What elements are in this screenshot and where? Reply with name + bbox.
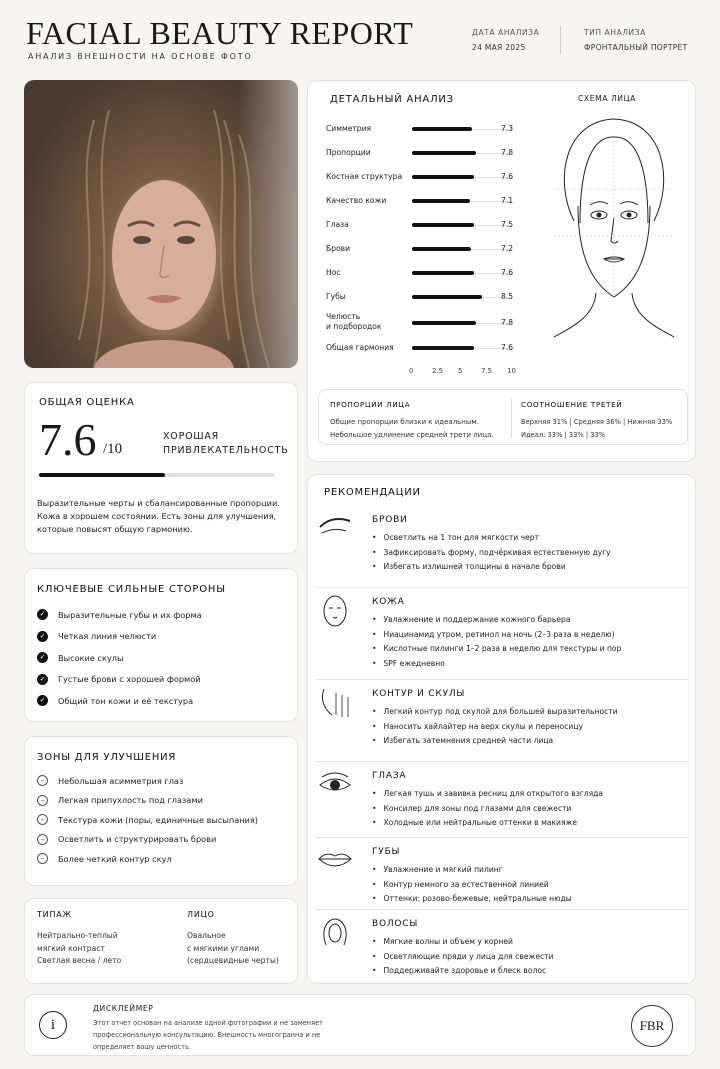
recommendation-heading: КОЖА xyxy=(372,597,405,607)
proportions-box xyxy=(318,389,688,445)
recommendation-item: • Консилер для зоны под глазами для свежести xyxy=(372,804,572,813)
recommendations-title: РЕКОМЕНДАЦИИ xyxy=(324,487,421,498)
improvement-text: Более четкий контур скул xyxy=(58,853,172,864)
improvement-item xyxy=(37,834,216,845)
strengths-title: КЛЮЧЕВЫЕ СИЛЬНЫЕ СТОРОНЫ xyxy=(37,584,226,595)
thirds-title: СООТНОШЕНИЕ ТРЕТЕЙ xyxy=(521,400,623,409)
metric-label-line: Губы xyxy=(326,292,346,301)
recommendation-item: • Избегать излишней толщины в начале брови xyxy=(372,562,566,571)
type-label: ТИП АНАЛИЗА xyxy=(584,28,646,37)
thirds-line: Идеал: 33% | 33% | 33% xyxy=(521,431,606,439)
metric-value: 8.5 xyxy=(501,292,514,301)
recommendation-item: • Осветляющие пряди у лица для свежести xyxy=(372,952,554,961)
metric-bar xyxy=(412,321,476,325)
recommendation-heading: ГЛАЗА xyxy=(372,771,407,781)
metric-label-line: Глаза xyxy=(326,220,349,229)
type-value: ФРОНТАЛЬНЫЙ ПОРТРЕТ xyxy=(584,43,688,52)
metric-label xyxy=(326,343,406,353)
metric-label xyxy=(326,196,406,206)
proportions-line: Общие пропорции близки к идеальным. xyxy=(330,418,479,426)
check-icon: ✓ xyxy=(37,652,48,663)
recommendation-heading: КОНТУР И СКУЛЫ xyxy=(372,689,466,699)
typage-card xyxy=(24,898,298,984)
strength-text: Четкая линия челюсти xyxy=(58,631,157,641)
recommendation-heading: ВОЛОСЫ xyxy=(372,919,419,929)
recommendation-separator xyxy=(316,679,688,680)
typage-line: Светлая весна / лето xyxy=(37,956,122,965)
metric-label-line: Симметрия xyxy=(326,124,372,133)
metric-tick-label: 10 xyxy=(507,367,516,375)
metric-value: 7.1 xyxy=(501,196,514,205)
metric-value: 7.6 xyxy=(501,343,514,352)
metric-value: 7.6 xyxy=(501,268,514,277)
face-scheme-drawing xyxy=(534,111,694,341)
metric-bar xyxy=(412,223,474,227)
recommendation-item: • Кислотные пилинги 1–2 раза в неделю для текстуры и пор xyxy=(372,644,621,653)
typage-line: мягкий контраст xyxy=(37,943,105,953)
metric-label-line: и подбородок xyxy=(326,322,382,331)
recommendation-item: • Избегать затемнения средней части лица xyxy=(372,736,553,745)
recommendation-separator xyxy=(316,761,688,762)
recommendation-item: • Поддерживайте здоровье и блеск волос xyxy=(372,966,546,975)
metric-bar xyxy=(412,127,472,131)
face-scheme-title: СХЕМА ЛИЦА xyxy=(578,94,636,103)
recommendation-item: • Контур немного за естественной линией xyxy=(372,880,549,889)
recommendation-item: • Наносить хайлайтер на верх скулы и переносицу xyxy=(372,722,583,731)
recommendation-heading: ГУБЫ xyxy=(372,847,401,857)
overall-score-card xyxy=(24,382,298,554)
minus-icon: – xyxy=(37,853,48,864)
overall-score-bar xyxy=(39,473,275,477)
improvement-item xyxy=(37,853,172,864)
fbr-logo: FBR xyxy=(631,1005,673,1047)
metric-bar xyxy=(412,199,470,203)
contour-icon xyxy=(316,685,356,723)
overall-score-title: ОБЩАЯ ОЦЕНКА xyxy=(39,397,135,408)
analysis-card xyxy=(307,80,696,462)
strength-item xyxy=(37,695,193,706)
report-title: FACIAL BEAUTY REPORT xyxy=(26,15,414,51)
metric-label-line: Костная структура xyxy=(326,172,403,181)
metric-label xyxy=(326,148,406,158)
recommendation-item: • Увлажнение и поддержание кожного барьера xyxy=(372,615,571,624)
face-title: ЛИЦО xyxy=(187,910,215,919)
metric-label-line: Пропорции xyxy=(326,148,371,157)
metric-value: 7.5 xyxy=(501,220,514,229)
metric-label-line: Брови xyxy=(326,244,351,253)
recommendation-item: • Легкая тушь и завивка ресниц для открытого взгляда xyxy=(372,789,603,798)
metric-label-line: Качество кожи xyxy=(326,196,387,205)
metric-label xyxy=(326,312,406,332)
metric-label-line: Нос xyxy=(326,268,341,277)
face-line: Овальное xyxy=(187,931,226,940)
thirds-line: Верхняя 31% | Средняя 36% | Нижняя 33% xyxy=(521,418,673,426)
metric-tick-label: 0 xyxy=(409,367,414,375)
check-icon: ✓ xyxy=(37,631,48,642)
improvement-text: Легкая припухлость под глазами xyxy=(58,795,203,806)
metric-value: 7.6 xyxy=(501,172,514,181)
check-icon: ✓ xyxy=(37,674,48,685)
metric-value: 7.2 xyxy=(501,244,514,253)
typage-title: ТИПАЖ xyxy=(37,910,72,919)
proportions-title: ПРОПОРЦИИ ЛИЦА xyxy=(330,400,411,409)
check-icon: ✓ xyxy=(37,695,48,706)
overall-score-description: Выразительные черты и сбалансированные пропорции. Кожа в хорошем состоянии. Есть зоны для улучшения, которые повысят общую гармонию. xyxy=(37,498,280,534)
recommendation-item: • Холодные или нейтральные оттенки в макияже xyxy=(372,818,577,827)
metric-bar xyxy=(412,247,471,251)
recommendation-separator xyxy=(316,909,688,910)
eye-icon xyxy=(316,767,356,805)
typage-lines xyxy=(37,930,121,968)
metric-value: 7.3 xyxy=(501,124,514,133)
face-line: с мягкими углами xyxy=(187,943,260,953)
strength-text: Высокие скулы xyxy=(58,652,124,663)
metric-bar xyxy=(412,151,476,155)
minus-icon: – xyxy=(37,814,48,825)
metric-label xyxy=(326,172,406,182)
brow-icon xyxy=(316,511,356,549)
metric-bar xyxy=(412,295,482,299)
face-lines xyxy=(187,930,279,968)
recommendation-heading: БРОВИ xyxy=(372,515,408,525)
strength-item xyxy=(37,652,124,663)
metric-bar xyxy=(412,175,474,179)
score-label-line2: ПРИВЛЕКАТЕЛЬНОСТЬ xyxy=(163,445,289,456)
disclaimer-text: Этот отчет основан на анализе одной фотографии и не заменяет профессиональную консультацию. Внешность многогранна и не определяет вашу ценность. xyxy=(93,1019,323,1051)
improvement-item xyxy=(37,814,258,825)
recommendation-separator xyxy=(316,837,688,838)
metric-label xyxy=(326,292,406,302)
recommendation-item: • Увлажнение и мягкий пилинг xyxy=(372,865,503,874)
recommendation-item: • SPF ежедневно xyxy=(372,659,445,668)
metric-tick-label: 2.5 xyxy=(432,367,444,375)
improvement-text: Небольшая асимметрия глаз xyxy=(58,775,184,786)
lips-icon xyxy=(316,843,356,881)
metric-label xyxy=(326,268,406,278)
metric-label-line: Общая гармония xyxy=(326,343,394,352)
info-icon: i xyxy=(39,1011,67,1039)
strength-item xyxy=(37,609,202,620)
metric-label xyxy=(326,124,406,134)
thirds-text xyxy=(521,416,672,442)
strength-text: Общий тон кожи и её текстура xyxy=(58,695,194,706)
overall-score-denominator: /10 xyxy=(103,441,123,457)
proportions-line: Небольшое удлинение средней трети лица. xyxy=(330,431,494,439)
typage-line: Нейтрально-теплый xyxy=(37,931,118,940)
strength-text: Выразительные губы и их форма xyxy=(58,609,202,620)
overall-score-label xyxy=(163,430,289,458)
improvement-item xyxy=(37,775,183,786)
overall-score-value: 7.6 xyxy=(39,414,97,465)
metric-bar xyxy=(412,271,474,275)
metric-label-line: Челюсть xyxy=(326,312,361,321)
header-divider xyxy=(560,26,561,54)
metric-tick-label: 5 xyxy=(458,367,463,375)
recommendation-item: • Мягкие волны и объем у корней xyxy=(372,937,513,946)
check-icon: ✓ xyxy=(37,609,48,620)
strength-text: Густые брови с хорошей формой xyxy=(58,674,201,684)
analysis-title: ДЕТАЛЬНЫЙ АНАЛИЗ xyxy=(330,94,454,105)
strength-item xyxy=(37,674,201,685)
score-label-line1: ХОРОШАЯ xyxy=(163,431,220,442)
overall-score-fill xyxy=(39,473,165,477)
strengths-card xyxy=(24,568,298,722)
recommendation-item: • Осветлить на 1 тон для мягкости черт xyxy=(372,533,539,542)
recommendation-item: • Оттенки: розово-бежевые, нейтральные нюды xyxy=(372,894,572,903)
minus-icon: – xyxy=(37,795,48,806)
metric-bar xyxy=(412,346,474,350)
improvement-text: Текстура кожи (поры, единичные высыпания) xyxy=(58,814,259,825)
improvement-item xyxy=(37,795,203,806)
minus-icon: – xyxy=(37,834,48,845)
metric-value: 7.8 xyxy=(501,148,514,157)
improvements-title: ЗОНЫ ДЛЯ УЛУЧШЕНИЯ xyxy=(37,752,177,763)
strength-item xyxy=(37,631,156,642)
metric-label xyxy=(326,220,406,230)
hair-icon xyxy=(316,915,356,953)
proportions-text xyxy=(330,416,494,442)
improvements-card xyxy=(24,736,298,886)
recommendation-item: • Легкий контур под скулой для большей выразительности xyxy=(372,707,618,716)
metric-label xyxy=(326,244,406,254)
metric-value: 7.8 xyxy=(501,318,514,327)
report-subtitle: АНАЛИЗ ВНЕШНОСТИ НА ОСНОВЕ ФОТО xyxy=(28,52,253,61)
recommendation-separator xyxy=(316,587,688,588)
date-label: ДАТА АНАЛИЗА xyxy=(472,28,540,37)
improvement-text: Осветлить и структурировать брови xyxy=(58,834,217,845)
minus-icon: – xyxy=(37,775,48,786)
recommendation-item: • Ниацинамид утром, ретинол на ночь (2–3 раза в неделю) xyxy=(372,630,615,639)
recommendations-card xyxy=(307,474,696,984)
date-value: 24 МАЯ 2025 xyxy=(472,43,526,52)
face-icon xyxy=(316,593,356,631)
face-line: (сердцевидные черты) xyxy=(187,956,279,965)
disclaimer-title: ДИСКЛЕЙМЕР xyxy=(93,1004,154,1013)
disclaimer-card xyxy=(24,994,696,1056)
recommendation-item: • Зафиксировать форму, подчёркивая естественную дугу xyxy=(372,548,611,557)
metric-tick-label: 7.5 xyxy=(481,367,493,375)
portrait-photo xyxy=(24,80,298,368)
